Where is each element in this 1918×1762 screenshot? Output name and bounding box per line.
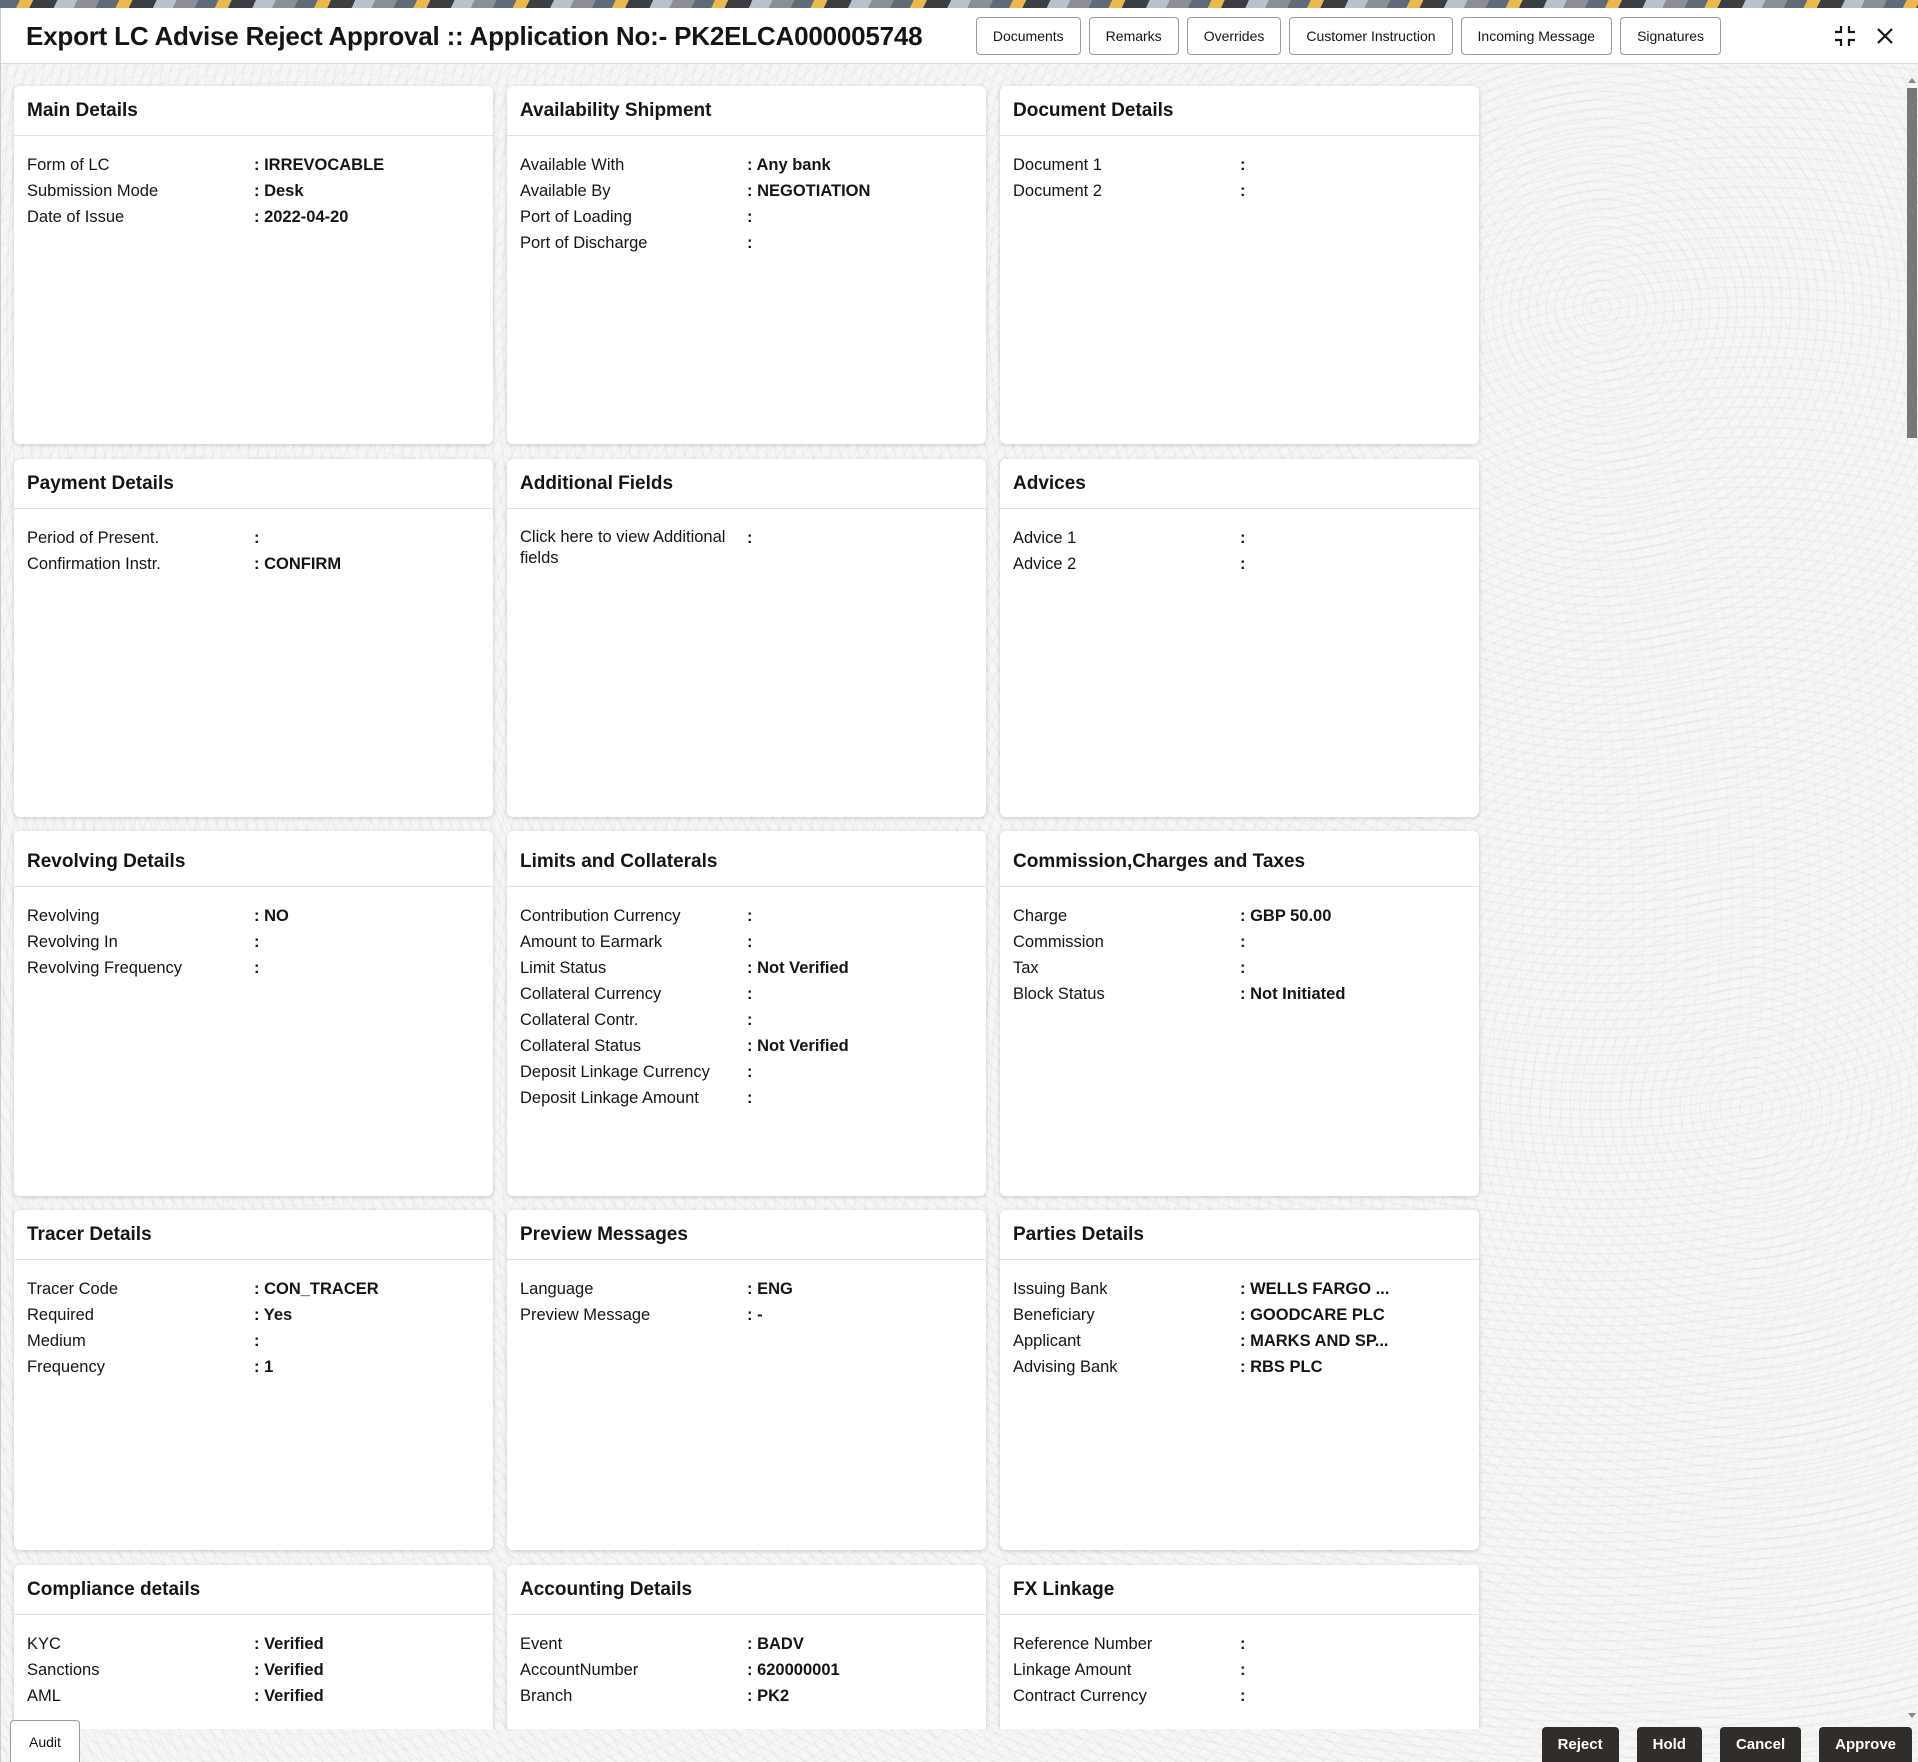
field-label: Required bbox=[27, 1306, 94, 1324]
field-label: Collateral Currency bbox=[520, 985, 662, 1003]
field-value: : 620000001 bbox=[747, 1661, 840, 1679]
collapse-icon[interactable] bbox=[1831, 22, 1859, 50]
field-label: Deposit Linkage Currency bbox=[520, 1063, 710, 1081]
field-label: KYC bbox=[27, 1635, 61, 1653]
field-label: Submission Mode bbox=[27, 182, 159, 200]
field-label: Contract Currency bbox=[1013, 1687, 1147, 1705]
hold-button[interactable]: Hold bbox=[1637, 1727, 1702, 1762]
field-label: Frequency bbox=[27, 1358, 105, 1376]
field-value: : Desk bbox=[254, 182, 304, 200]
close-icon[interactable] bbox=[1871, 22, 1899, 50]
field-label: Block Status bbox=[1013, 985, 1105, 1003]
field-label: Collateral Status bbox=[520, 1037, 642, 1055]
field-value: : bbox=[1240, 933, 1246, 951]
scroll-up-arrow-icon[interactable] bbox=[1908, 78, 1916, 83]
field-value: : Verified bbox=[254, 1687, 324, 1705]
field-value: : CONFIRM bbox=[254, 555, 342, 573]
field-row bbox=[27, 178, 480, 204]
card-tracer-details bbox=[14, 1210, 493, 1550]
scroll-down-arrow-icon[interactable] bbox=[1908, 1713, 1916, 1718]
field-value: : IRREVOCABLE bbox=[254, 156, 385, 174]
field-label: Collateral Contr. bbox=[520, 1011, 639, 1029]
field-label: Branch bbox=[520, 1687, 573, 1705]
field-value: : Yes bbox=[254, 1306, 293, 1324]
field-value: : Not Verified bbox=[747, 1037, 849, 1055]
field-value: : bbox=[747, 907, 753, 925]
field-row bbox=[27, 204, 480, 230]
field-label: Available By bbox=[520, 182, 611, 200]
field-label: Commission bbox=[1013, 933, 1104, 951]
card-title: Commission,Charges and Taxes bbox=[1000, 831, 1479, 887]
overrides-button[interactable]: Overrides bbox=[1187, 17, 1282, 55]
field-label: Reference Number bbox=[1013, 1635, 1153, 1653]
card-title: Document Details bbox=[1000, 86, 1479, 136]
field-label: Preview Message bbox=[520, 1306, 651, 1324]
field-value: : ENG bbox=[747, 1280, 793, 1298]
field-row bbox=[27, 152, 480, 178]
field-value: : NEGOTIATION bbox=[747, 182, 871, 200]
field-value: : 1 bbox=[254, 1358, 274, 1376]
documents-button[interactable]: Documents bbox=[976, 17, 1081, 55]
field-label: Document 2 bbox=[1013, 182, 1102, 200]
additional-fields-link[interactable]: Click here to view Additional fields bbox=[520, 528, 726, 567]
field-value: : bbox=[747, 1011, 753, 1029]
field-value: : Not Initiated bbox=[1240, 985, 1346, 1003]
field-value: : bbox=[1240, 156, 1246, 174]
field-value: : WELLS FARGO ... bbox=[1240, 1280, 1390, 1298]
field-label: Advice 1 bbox=[1013, 529, 1077, 547]
card-compliance-details bbox=[14, 1565, 493, 1729]
field-label: Beneficiary bbox=[1013, 1306, 1095, 1324]
field-value: : bbox=[254, 933, 260, 951]
field-value: : - bbox=[747, 1306, 763, 1324]
field-value: : bbox=[747, 234, 753, 252]
field-label: Tracer Code bbox=[27, 1280, 119, 1298]
field-value: : bbox=[1240, 529, 1246, 547]
field-label: Date of Issue bbox=[27, 208, 125, 226]
card-title: FX Linkage bbox=[1000, 1565, 1479, 1615]
card-title: Revolving Details bbox=[14, 831, 493, 887]
field-value: : Not Verified bbox=[747, 959, 849, 977]
field-label: Advising Bank bbox=[1013, 1358, 1118, 1376]
approval-window bbox=[0, 8, 1918, 1762]
remarks-button[interactable]: Remarks bbox=[1089, 17, 1179, 55]
field-label: Issuing Bank bbox=[1013, 1280, 1108, 1298]
card-fx-linkage bbox=[1000, 1565, 1479, 1729]
card-grid bbox=[1, 64, 1901, 1729]
field-label: AML bbox=[27, 1687, 61, 1705]
card-preview-messages bbox=[507, 1210, 986, 1550]
field-label: Revolving bbox=[27, 907, 100, 925]
field-label: Tax bbox=[1013, 959, 1039, 977]
card-accounting-details bbox=[507, 1565, 986, 1729]
page-title: Export LC Advise Reject Approval :: Application No:- PK2ELCA000005748 bbox=[26, 21, 923, 51]
card-availability-shipment bbox=[507, 86, 986, 444]
field-value: : GBP 50.00 bbox=[1240, 907, 1332, 925]
signatures-button[interactable]: Signatures bbox=[1620, 17, 1721, 55]
cancel-button[interactable]: Cancel bbox=[1720, 1727, 1801, 1762]
field-value: : bbox=[1240, 1687, 1246, 1705]
field-label: Charge bbox=[1013, 907, 1068, 925]
field-label: Port of Loading bbox=[520, 208, 632, 226]
card-title: Tracer Details bbox=[14, 1210, 493, 1260]
audit-button[interactable]: Audit bbox=[10, 1720, 80, 1762]
field-value: : bbox=[1240, 1661, 1246, 1679]
field-value: : RBS PLC bbox=[1240, 1358, 1323, 1376]
card-title: Preview Messages bbox=[507, 1210, 986, 1260]
field-value: : MARKS AND SP... bbox=[1240, 1332, 1389, 1350]
field-value: : bbox=[254, 959, 260, 977]
card-title: Payment Details bbox=[14, 459, 493, 509]
field-label: Period of Present. bbox=[27, 529, 160, 547]
field-value: : bbox=[747, 208, 753, 226]
field-value: : PK2 bbox=[747, 1687, 790, 1705]
field-value: : NO bbox=[254, 907, 289, 925]
field-label: Revolving Frequency bbox=[27, 959, 182, 977]
field-value: : bbox=[1240, 1635, 1246, 1653]
field-label: Medium bbox=[27, 1332, 86, 1350]
field-value: : bbox=[1240, 555, 1246, 573]
field-value: : bbox=[1240, 959, 1246, 977]
scrollbar-thumb[interactable] bbox=[1907, 88, 1917, 438]
card-document-details bbox=[1000, 86, 1479, 444]
field-label: Confirmation Instr. bbox=[27, 555, 161, 573]
card-limits-collaterals bbox=[507, 831, 986, 1196]
field-label: Revolving In bbox=[27, 933, 118, 951]
card-title: Advices bbox=[1000, 459, 1479, 509]
card-title: Main Details bbox=[14, 86, 493, 136]
field-label: Sanctions bbox=[27, 1661, 100, 1679]
app-banner bbox=[0, 0, 1918, 8]
field-label: Port of Discharge bbox=[520, 234, 648, 252]
field-value: : Verified bbox=[254, 1661, 324, 1679]
field-label: Deposit Linkage Amount bbox=[520, 1089, 699, 1107]
field-label: Amount to Earmark bbox=[520, 933, 663, 951]
field-value: : bbox=[254, 529, 260, 547]
card-title: Accounting Details bbox=[507, 1565, 986, 1615]
card-payment-details bbox=[14, 459, 493, 817]
customer-instruction-button[interactable]: Customer Instruction bbox=[1289, 17, 1452, 55]
card-main-details bbox=[14, 86, 493, 444]
field-value: : 2022-04-20 bbox=[254, 208, 349, 226]
header-toolbar bbox=[976, 17, 1721, 55]
reject-button[interactable]: Reject bbox=[1542, 1727, 1619, 1762]
card-title: Compliance details bbox=[14, 1565, 493, 1615]
field-value: : bbox=[747, 1089, 753, 1107]
field-label: Contribution Currency bbox=[520, 907, 681, 925]
field-value: : CON_TRACER bbox=[254, 1280, 379, 1298]
card-commission-charges-taxes bbox=[1000, 831, 1479, 1196]
field-value: : Any bank bbox=[747, 156, 831, 174]
card-additional-fields bbox=[507, 459, 986, 817]
incoming-message-button[interactable]: Incoming Message bbox=[1461, 17, 1613, 55]
field-label: Available With bbox=[520, 156, 625, 174]
field-value: : bbox=[254, 1332, 260, 1350]
approve-button[interactable]: Approve bbox=[1819, 1727, 1912, 1762]
footer-action-bar bbox=[1542, 1727, 1912, 1762]
window-header bbox=[1, 8, 1918, 64]
field-label: Document 1 bbox=[1013, 156, 1102, 174]
field-label: Event bbox=[520, 1635, 563, 1653]
card-title: Parties Details bbox=[1000, 1210, 1479, 1260]
field-label: Language bbox=[520, 1280, 594, 1298]
field-label: Applicant bbox=[1013, 1332, 1081, 1350]
field-label: Form of LC bbox=[27, 156, 110, 174]
field-value: : bbox=[747, 933, 753, 951]
field-label: Limit Status bbox=[520, 959, 607, 977]
field-value: : bbox=[747, 529, 753, 547]
field-value: : bbox=[1240, 182, 1246, 200]
card-title: Limits and Collaterals bbox=[507, 831, 986, 887]
vertical-scrollbar[interactable] bbox=[1905, 64, 1918, 1762]
card-title: Availability Shipment bbox=[507, 86, 986, 136]
field-value: : GOODCARE PLC bbox=[1240, 1306, 1385, 1324]
field-value: : bbox=[747, 985, 753, 1003]
card-parties-details bbox=[1000, 1210, 1479, 1550]
field-label: Advice 2 bbox=[1013, 555, 1077, 573]
card-title: Additional Fields bbox=[507, 459, 986, 509]
field-label: Linkage Amount bbox=[1013, 1661, 1132, 1679]
card-revolving-details bbox=[14, 831, 493, 1196]
card-advices bbox=[1000, 459, 1479, 817]
field-value: : bbox=[747, 1063, 753, 1081]
field-value: : BADV bbox=[747, 1635, 804, 1653]
field-label: AccountNumber bbox=[520, 1661, 639, 1679]
field-value: : Verified bbox=[254, 1635, 324, 1653]
